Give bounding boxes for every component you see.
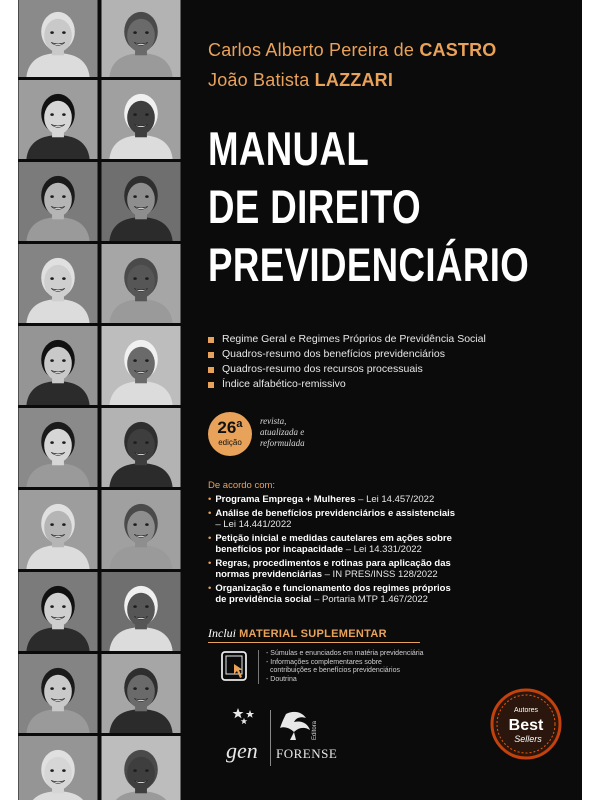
legislation-topic: Organização e funcionamento dos regimes próprios de previdência social	[215, 583, 451, 605]
square-bullet-icon	[208, 337, 214, 343]
legislation-item	[208, 533, 458, 555]
portrait-photo	[18, 654, 98, 733]
legislation-reference: – Lei 14.331/2022	[343, 544, 422, 555]
legislation-list	[208, 480, 458, 608]
bullet-dot-icon: •	[208, 508, 212, 519]
legislation-topic: Petição inicial e medidas cautelares em ações sobre benefícios por incapacidade	[215, 533, 452, 555]
publisher-logo	[224, 706, 374, 770]
legislation-topic: Análise de benefícios previdenciários e assistenciais	[215, 508, 456, 519]
portrait-photo	[18, 244, 98, 323]
portrait-photo	[101, 490, 181, 569]
portrait-photo	[18, 0, 98, 77]
feature-item	[208, 347, 486, 362]
supplementary-item: - Informações complementares sobre	[266, 658, 382, 666]
supplementary-list	[266, 650, 424, 684]
portrait-photo	[18, 736, 98, 800]
legislation-item	[208, 583, 458, 605]
author-1	[208, 40, 497, 61]
feature-list	[208, 332, 486, 392]
bullet-dot-icon: •	[208, 583, 212, 594]
best-sellers-badge	[490, 688, 562, 760]
title-line-2: DE DIREITO	[208, 180, 422, 233]
bullet-dot-icon: •	[208, 494, 212, 505]
title-line-1: MANUAL	[208, 122, 370, 175]
feature-text: Quadros-resumo dos benefícios previdenciários	[222, 348, 445, 360]
feature-text: Quadros-resumo dos recursos processuais	[222, 363, 423, 375]
legislation-reference: – Lei 14.457/2022	[355, 494, 435, 505]
square-bullet-icon	[208, 382, 214, 388]
author-2	[208, 70, 393, 91]
portrait-photo	[18, 162, 98, 241]
author-2-first: João Batista	[208, 70, 310, 90]
supplementary-heading	[208, 626, 387, 641]
cover-text-area	[208, 0, 582, 800]
book-title	[208, 120, 582, 294]
portrait-photo	[18, 490, 98, 569]
bullet-dot-icon: •	[208, 533, 212, 544]
badge-bottom-text: Sellers	[514, 734, 542, 744]
forense-logo-text: FORENSE	[276, 746, 338, 761]
portrait-photo	[18, 326, 98, 405]
badge-middle-text: Best	[508, 717, 544, 734]
legislation-reference: – Lei 14.441/2022	[215, 519, 292, 530]
supplementary-item: - Doutrina	[266, 675, 297, 683]
badge-top-text: Autores	[513, 707, 539, 714]
edition-badge	[208, 412, 252, 456]
gen-logo-text: gen	[226, 738, 258, 763]
author-1-first: Carlos Alberto Pereira de	[208, 40, 415, 60]
square-bullet-icon	[208, 367, 214, 373]
legislation-item	[208, 558, 458, 580]
portrait-photo	[101, 0, 181, 77]
portrait-photo	[101, 572, 181, 651]
feature-text: Regime Geral e Regimes Próprios de Previdência Social	[222, 333, 486, 345]
edition-note	[260, 416, 305, 449]
portrait-photo	[101, 162, 181, 241]
portrait-grid	[18, 0, 184, 800]
publisher-logos	[224, 706, 374, 770]
edition-note-line: reformulada	[260, 438, 305, 448]
edition-number: 26ª	[217, 418, 243, 437]
edition-label: edição	[218, 438, 242, 447]
legislation-topic: Regras, procedimentos e rotinas para aplicação das normas previdenciárias	[215, 558, 451, 580]
author-2-last: LAZZARI	[314, 70, 394, 90]
portrait-photo	[101, 654, 181, 733]
feature-item	[208, 377, 486, 392]
portrait-photo	[101, 244, 181, 323]
divider	[208, 642, 420, 643]
bullet-dot-icon: •	[208, 558, 212, 569]
edition-note-line: revista,	[260, 416, 287, 426]
legislation-reference: – Portaria MTP 1.467/2022	[311, 594, 428, 605]
tablet-touch-icon	[220, 650, 252, 682]
portrait-photo	[18, 572, 98, 651]
portrait-photo	[101, 408, 181, 487]
inclui-highlight: MATERIAL SUPLEMENTAR	[239, 628, 387, 640]
title-line-3: PREVIDENCIÁRIO	[208, 238, 530, 291]
legislation-reference: – IN PRES/INSS 128/2022	[322, 569, 438, 580]
editora-label: Editora	[312, 720, 318, 740]
legislation-item	[208, 494, 458, 505]
author-1-last: CASTRO	[419, 40, 497, 60]
book-cover	[18, 0, 582, 800]
legislation-heading: De acordo com:	[208, 480, 276, 491]
supplementary-item: - Súmulas e enunciados em matéria previdenciária	[266, 650, 424, 657]
feature-item	[208, 362, 486, 377]
portrait-photo	[101, 80, 181, 159]
supplementary-item: contribuições e benefícios previdenciários	[270, 667, 400, 674]
inclui-prefix: Inclui	[208, 626, 236, 640]
square-bullet-icon	[208, 352, 214, 358]
legislation-item	[208, 508, 458, 530]
portrait-photo	[101, 736, 181, 800]
portrait-photo	[18, 80, 98, 159]
legislation-topic: Programa Emprega + Mulheres	[215, 494, 356, 505]
portrait-photo	[18, 408, 98, 487]
feature-item	[208, 332, 486, 347]
portrait-photo	[101, 326, 181, 405]
edition-note-line: atualizada e	[260, 427, 305, 437]
divider	[258, 650, 259, 684]
feature-text: Índice alfabético-remissivo	[222, 378, 346, 390]
